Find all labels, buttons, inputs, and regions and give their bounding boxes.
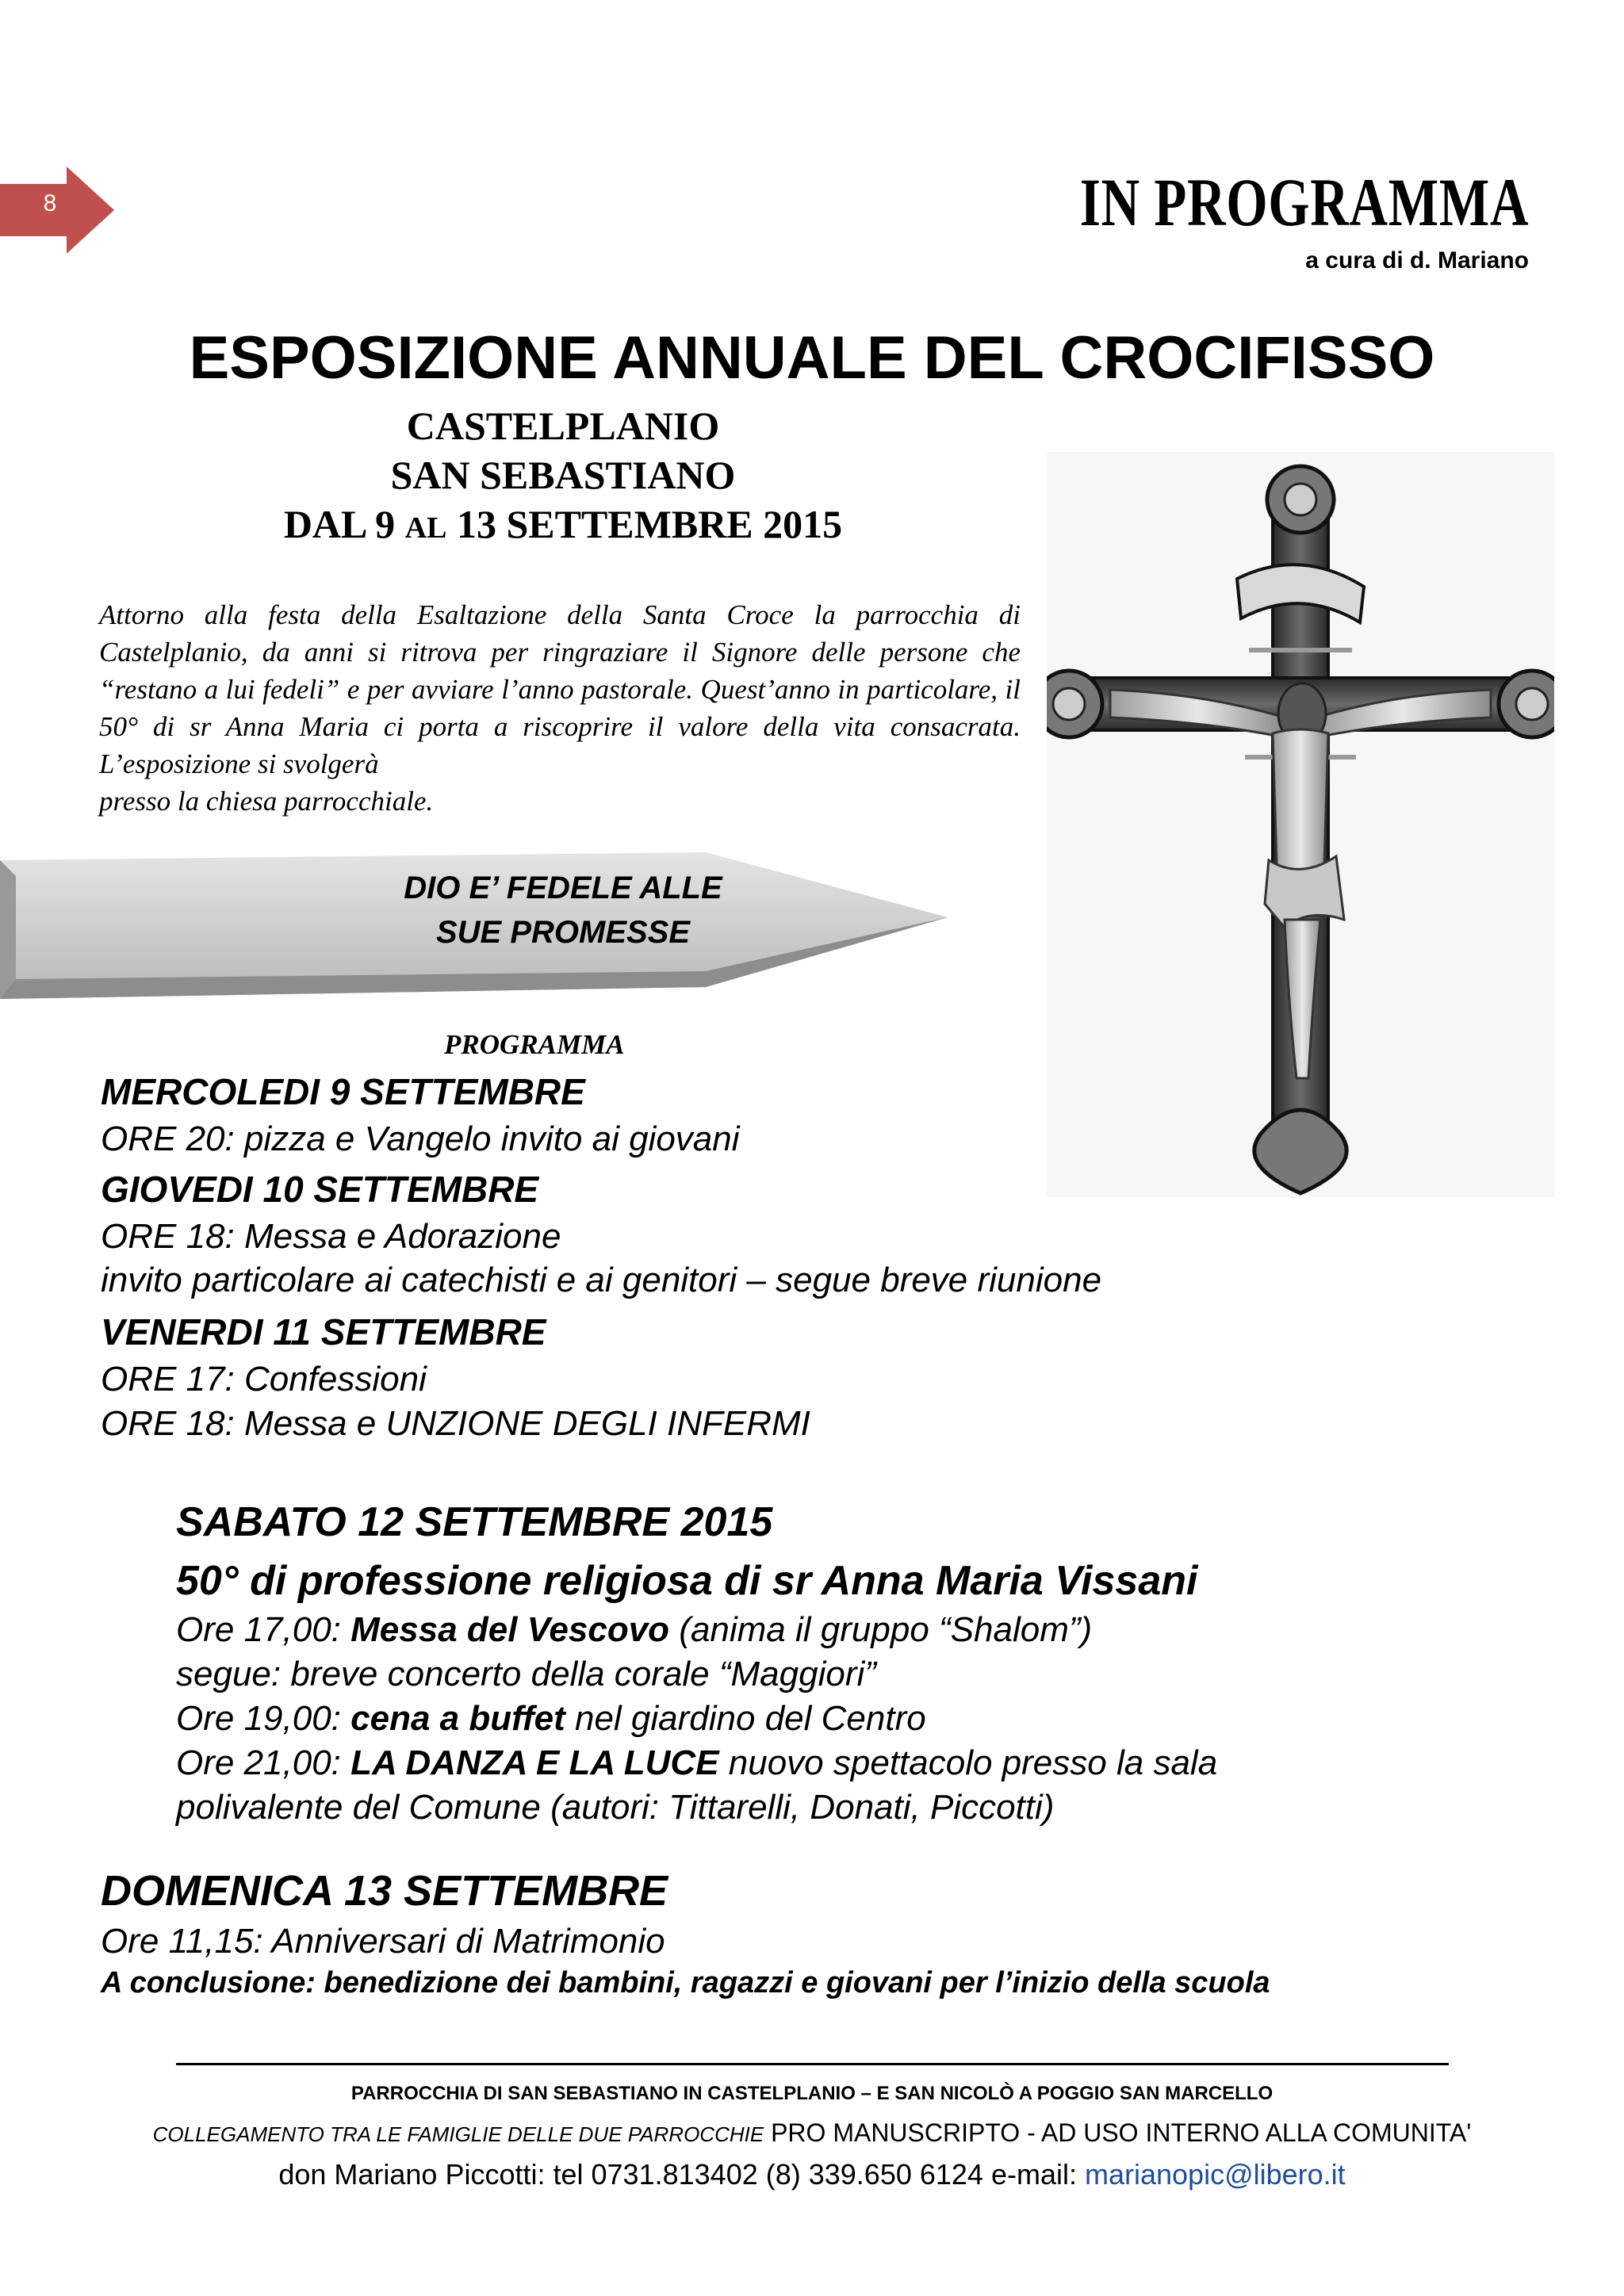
motto-text	[341, 866, 785, 955]
footer-divider	[176, 2063, 1449, 2065]
time: Ore 17,00:	[176, 1610, 351, 1649]
page-number: 8	[43, 190, 57, 216]
dates-prefix: DAL 9	[283, 502, 405, 546]
section-title: IN PROGRAMMA	[1079, 164, 1529, 240]
event-detail: (anima il gruppo “Shalom”)	[669, 1610, 1093, 1649]
program-line: ORE 20: pizza e Vangelo invito ai giovani	[101, 1119, 740, 1158]
dates-suffix: 13 SETTEMBRE 2015	[446, 502, 843, 546]
main-title: ESPOSIZIONE ANNUALE DEL CROCIFISSO	[189, 324, 1435, 392]
parish-name: PARROCCHIA DI SAN SEBASTIANO IN CASTELPLANIO – E SAN NICOLÒ A POGGIO SAN MARCELLO	[350, 2083, 1274, 2104]
program-line	[176, 1697, 1217, 1741]
email-link[interactable]: marianopic@libero.it	[1084, 2158, 1346, 2191]
program-line: Ore 11,15: Anniversari di Matrimonio	[101, 1922, 665, 1961]
section-author: a cura di d. Mariano	[1305, 247, 1529, 274]
program-line	[176, 1741, 1217, 1785]
time: Ore 19,00:	[176, 1699, 351, 1738]
contact-info: don Mariano Piccotti: tel 0731.813402 (8) 339.650 6124 e-mail:	[278, 2158, 1085, 2191]
program-line	[176, 1608, 1217, 1652]
footer-contact-line	[0, 2158, 1624, 2191]
program-line: invito particolare ai catechisti e ai genitori – segue breve riunione	[101, 1261, 1102, 1299]
event-name: LA DANZA E LA LUCE	[350, 1743, 719, 1782]
footer-notice-rest: PRO MANUSCRIPTO - AD USO INTERNO ALLA COMUNITA'	[764, 2118, 1472, 2147]
anniversary-title: 50° di professione religiosa di sr Anna Maria Vissani	[176, 1558, 1198, 1604]
motto-line-1: DIO E’ FEDELE ALLE	[404, 871, 722, 905]
dates-al: AL	[404, 511, 447, 545]
time: Ore 21,00:	[176, 1743, 351, 1782]
footer-notice-line	[0, 2118, 1624, 2148]
footer-parish-line	[0, 2079, 1624, 2106]
day-heading-friday: VENERDI 11 SETTEMBRE	[101, 1311, 546, 1353]
day-heading-sunday: DOMENICA 13 SETTEMBRE	[101, 1867, 668, 1915]
program-line: polivalente del Comune (autori: Tittarelli, Donati, Piccotti)	[176, 1788, 1055, 1827]
event-detail: nel giardino del Centro	[565, 1699, 926, 1738]
program-line: ORE 18: Messa e UNZIONE DEGLI INFERMI	[101, 1404, 810, 1443]
crucifix-image	[1047, 452, 1554, 1197]
program-line: A conclusione: benedizione dei bambini, ragazzi e giovani per l’inizio della scuola	[101, 1966, 1270, 1999]
intro-paragraph	[99, 596, 1021, 820]
motto-line-2: SUE PROMESSE	[435, 915, 691, 950]
program-line: segue: breve concerto della corale “Maggiori”	[176, 1655, 876, 1693]
program-line: ORE 17: Confessioni	[101, 1360, 427, 1399]
footer-notice-italic: COLLEGAMENTO TRA LE FAMIGLIE DELLE DUE PARROCCHIE	[152, 2122, 764, 2146]
location-town: CASTELPLANIO	[406, 404, 720, 448]
saturday-block	[176, 1498, 1217, 1830]
intro-text-end: presso la chiesa parrocchiale.	[99, 786, 434, 817]
event-name: cena a buffet	[350, 1699, 565, 1738]
event-detail: nuovo spettacolo presso la sala	[718, 1743, 1218, 1782]
intro-text: Attorno alla festa della Esaltazione della Santa Croce la parrocchia di Castelplanio, da anni si ritrova per ringraziare il Signore delle persone che “restano a lui fedeli” e per avviare l’anno pastorale. Quest’anno in particolare, il 50° di sr Anna Maria ci porta a riscoprire il valore della vita consacrata. L’esposizione si svolgerà	[99, 599, 1021, 779]
day-heading-wednesday: MERCOLEDI 9 SETTEMBRE	[101, 1071, 585, 1112]
day-heading-thursday: GIOVEDI 10 SETTEMBRE	[101, 1169, 539, 1210]
program-label: PROGRAMMA	[444, 1029, 625, 1060]
program-line: ORE 18: Messa e Adorazione	[101, 1217, 561, 1256]
location-parish: SAN SEBASTIANO	[390, 453, 736, 497]
event-name: Messa del Vescovo	[350, 1610, 670, 1649]
event-dates	[198, 501, 928, 547]
day-heading-saturday: SABATO 12 SETTEMBRE 2015	[176, 1499, 773, 1545]
